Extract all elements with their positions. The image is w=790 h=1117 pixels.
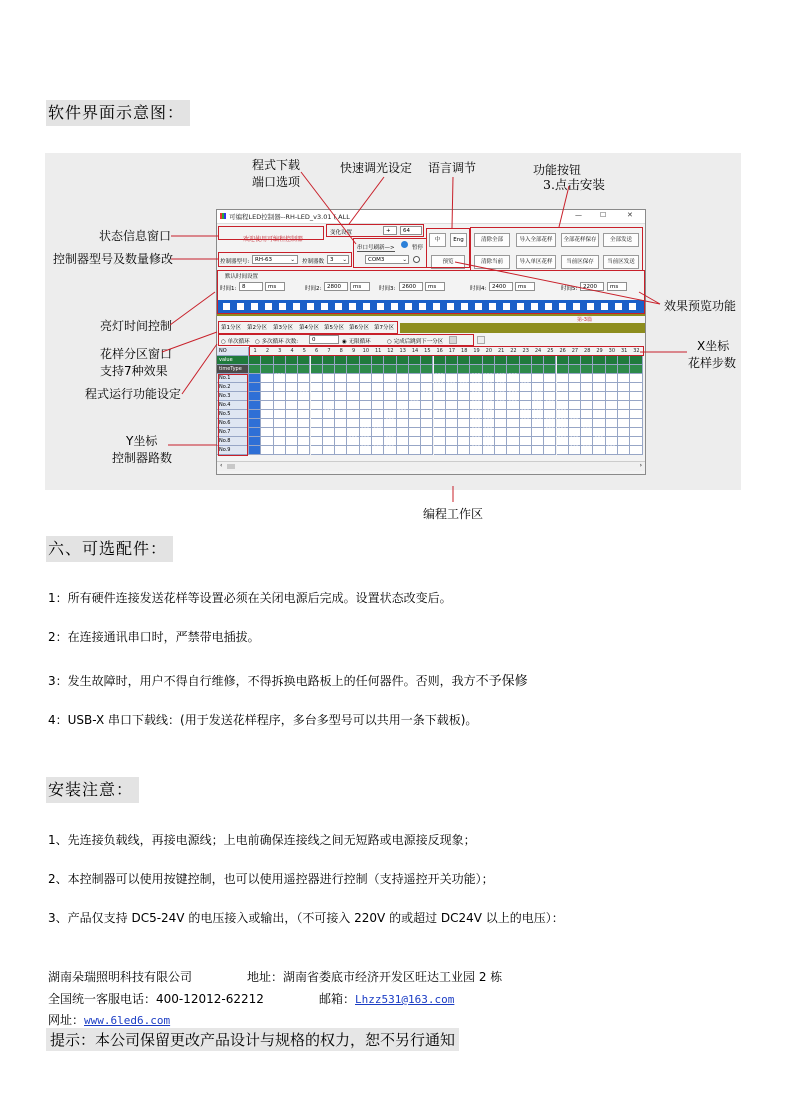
grid-cell[interactable]: 255 bbox=[483, 419, 495, 428]
grid-row-label: No.2 bbox=[219, 384, 231, 390]
grid-cell[interactable]: 255 bbox=[557, 410, 569, 419]
grid-cell[interactable]: 255 bbox=[298, 392, 310, 401]
grid-cell[interactable]: 255 bbox=[434, 374, 446, 383]
grid-row-label: No.1 bbox=[219, 375, 231, 381]
clear-all-button[interactable]: 清除全部 bbox=[474, 233, 510, 247]
grid-col-header: 23 bbox=[522, 348, 529, 354]
grid-cell[interactable]: 255 bbox=[360, 446, 372, 455]
grid-cell[interactable]: 255 bbox=[581, 428, 593, 437]
grid-cell[interactable]: 255 bbox=[470, 410, 482, 419]
grid-cell[interactable]: 255 bbox=[372, 446, 384, 455]
grid-cell[interactable]: 255 bbox=[581, 446, 593, 455]
grid-cell[interactable]: 255 bbox=[544, 428, 556, 437]
grid-row-label: value bbox=[219, 357, 233, 363]
clear-current-button[interactable]: 清除当前 bbox=[474, 255, 510, 269]
grid-col-header: 28 bbox=[584, 348, 591, 354]
grid-row-label: No.8 bbox=[219, 438, 231, 444]
label-seven-effects: 支持7种效果 bbox=[100, 364, 168, 378]
grid-cell[interactable]: 192 bbox=[532, 419, 544, 428]
grid-cell[interactable]: 255 bbox=[507, 392, 519, 401]
grid-cell[interactable]: 255 bbox=[397, 410, 409, 419]
section-heading-software: 软件界面示意图： bbox=[46, 100, 190, 126]
grid-cell[interactable]: 255 bbox=[384, 437, 396, 446]
grid-row-label: No.4 bbox=[219, 402, 231, 408]
grid-cell[interactable]: 255 bbox=[458, 383, 470, 392]
grid-row-label: No.5 bbox=[219, 411, 231, 417]
grid-col-header: 1 bbox=[253, 348, 257, 354]
time1-unit[interactable]: ms bbox=[265, 282, 285, 291]
grid-row-label: timeType bbox=[219, 366, 242, 372]
label-y-coord: Y坐标 bbox=[126, 434, 158, 448]
grid-col-header: 30 bbox=[608, 348, 616, 354]
time2-input[interactable]: 2800 bbox=[324, 282, 348, 291]
grid-cell[interactable]: 192 bbox=[495, 401, 507, 410]
time4-label: 时间4: bbox=[470, 286, 487, 292]
footer-company: 湖南朵瑞照明科技有限公司 bbox=[48, 970, 193, 984]
grid-cell[interactable]: 128 bbox=[520, 410, 532, 419]
grid-cell[interactable]: 128 bbox=[520, 419, 532, 428]
grid-cell[interactable]: 255 bbox=[409, 401, 421, 410]
time1-input[interactable]: 8 bbox=[239, 282, 263, 291]
grid-col-header: 13 bbox=[399, 348, 406, 354]
grid-cell[interactable]: 128 bbox=[557, 428, 569, 437]
time5-label: 时间5: bbox=[561, 286, 578, 292]
port-refresh-button[interactable]: 串口号刷新—> bbox=[357, 245, 395, 251]
section-heading-accessories: 六、可选配件： bbox=[46, 536, 173, 562]
count-label: 控制器数 bbox=[302, 259, 325, 265]
label-language: 语言调节 bbox=[428, 161, 477, 175]
footer-notice: 提示：本公司保留更改产品设计与规格的权力，恕不另行通知 bbox=[46, 1028, 459, 1051]
grid-col-header: 25 bbox=[547, 348, 554, 354]
grid-cell[interactable]: 128 bbox=[557, 437, 569, 446]
grid-cell[interactable]: 192 bbox=[532, 410, 544, 419]
grid-col-header: 9 bbox=[351, 348, 356, 354]
section-heading-install: 安装注意： bbox=[46, 777, 139, 803]
grid-cell[interactable]: 255 bbox=[274, 374, 286, 383]
footer-email-row: 邮箱：Lhzz531@163.com bbox=[319, 992, 455, 1006]
grid-cell[interactable]: 255 bbox=[470, 437, 482, 446]
grid-col-header: 19 bbox=[473, 348, 480, 354]
install-3: 3、产品仅支持 DC5-24V 的电压接入或输出，（不可接入 220V 的或超过 DC24V 以上的电压）： bbox=[48, 911, 564, 925]
time3-unit[interactable]: ms bbox=[425, 282, 445, 291]
grid-col-header: 18 bbox=[461, 348, 468, 354]
dim-sign-select[interactable]: + bbox=[383, 226, 397, 235]
tab-zone-2[interactable]: 第2分区 bbox=[247, 325, 267, 331]
step-info: 第-3篇 bbox=[577, 317, 592, 323]
label-zone-window: 花样分区窗口 bbox=[100, 347, 173, 361]
grid-cell[interactable]: 192 bbox=[569, 437, 581, 446]
label-function-buttons: 功能按钮 bbox=[533, 163, 582, 177]
grid-cell[interactable]: 255 bbox=[347, 437, 359, 446]
footer-web-row: 网址：www.6led6.com bbox=[48, 1013, 171, 1027]
save-all-button[interactable]: 全部花样保存 bbox=[561, 233, 599, 247]
time5-input[interactable]: 2200 bbox=[580, 282, 604, 291]
timing-title: 默认时间设置 bbox=[225, 274, 259, 280]
grid-col-header: 4 bbox=[290, 348, 294, 354]
grid-cell[interactable]: 255 bbox=[483, 392, 495, 401]
grid-cell[interactable]: 255 bbox=[483, 410, 495, 419]
grid-col-header: 5 bbox=[302, 348, 306, 354]
grid-cell[interactable]: 192 bbox=[495, 392, 507, 401]
grid-cell[interactable]: 255 bbox=[483, 428, 495, 437]
grid-col-header: 16 bbox=[436, 348, 443, 354]
grid-cell[interactable]: 192 bbox=[569, 446, 581, 455]
dim-value-select[interactable]: 64 bbox=[400, 226, 422, 235]
grid-cell[interactable]: 255 bbox=[446, 383, 458, 392]
scroll-right-icon: › bbox=[639, 462, 642, 469]
footer-phone: 全国统一客服电话：400-12012-62212 bbox=[48, 992, 264, 1006]
label-port-options: 端口选项 bbox=[252, 175, 301, 189]
time2-label: 时间2: bbox=[305, 286, 322, 292]
grid-cell[interactable]: 255 bbox=[470, 419, 482, 428]
label-pattern-steps: 花样步数 bbox=[688, 356, 737, 370]
note-4: 4：USB-X 串口下载线：(用于发送花样程序，多台多型号可以共用一条下载板)。 bbox=[48, 713, 478, 727]
grid-cell[interactable]: 255 bbox=[360, 428, 372, 437]
send-current-button[interactable]: 当前区发送 bbox=[603, 255, 639, 269]
dim-label: 变化设置 bbox=[330, 230, 353, 236]
grid-cell[interactable]: 255 bbox=[569, 419, 581, 428]
grid-cell[interactable]: 255 bbox=[544, 419, 556, 428]
maximize-icon[interactable]: ☐ bbox=[600, 211, 607, 219]
grid-cell[interactable]: 255 bbox=[372, 428, 384, 437]
import-zone-button[interactable]: 导入单区花样 bbox=[516, 255, 556, 269]
grid-col-header: 32 bbox=[633, 348, 640, 354]
grid-cell[interactable]: 255 bbox=[483, 446, 495, 455]
time5-unit[interactable]: ms bbox=[607, 282, 627, 291]
grid-row-label: No.6 bbox=[219, 420, 231, 426]
grid-col-header: 12 bbox=[387, 348, 394, 354]
label-run-settings: 程式运行功能设定 bbox=[85, 387, 182, 401]
grid-col-header: 20 bbox=[485, 348, 493, 354]
grid-row-label: No.9 bbox=[219, 447, 231, 453]
grid-header-no: NO bbox=[219, 348, 227, 354]
time3-label: 时间3: bbox=[379, 286, 396, 292]
grid-cell[interactable]: 255 bbox=[606, 446, 618, 455]
grid-cell[interactable]: 255 bbox=[470, 383, 482, 392]
minimize-icon[interactable]: — bbox=[575, 211, 582, 219]
tab-zone-1[interactable]: 第1分区 bbox=[221, 325, 241, 331]
run-multi-option[interactable]: ○ 多次循环 次数: bbox=[255, 339, 299, 345]
grid-cell[interactable]: 255 bbox=[360, 437, 372, 446]
grid-cell[interactable]: 255 bbox=[532, 401, 544, 410]
web-link[interactable]: www.6led6.com bbox=[84, 1014, 171, 1027]
note-3: 3：发生故障时，用户不得自行维修，不得拆换电路板上的任何器件。否则，我方不予保修 bbox=[48, 674, 528, 689]
window-title: 可编程LED控制器--RH-LED_v3.01 ( ALL bbox=[229, 213, 350, 221]
grid-cell[interactable]: 255 bbox=[323, 410, 335, 419]
note-2: 2：在连接通讯串口时，严禁带电插拔。 bbox=[48, 630, 260, 644]
grid-col-header: 8 bbox=[339, 348, 343, 354]
grid-col-header: 14 bbox=[411, 348, 419, 354]
grid-col-header: 15 bbox=[424, 348, 431, 354]
close-icon[interactable]: ✕ bbox=[627, 211, 633, 219]
grid-cell[interactable]: 128 bbox=[483, 374, 495, 383]
label-install-click: 3.点击安装 bbox=[543, 177, 605, 192]
grid-cell[interactable]: 255 bbox=[421, 392, 433, 401]
time1-label: 时间1: bbox=[220, 286, 237, 292]
time4-unit[interactable]: ms bbox=[515, 282, 535, 291]
run-infinite-option[interactable]: ◉ 无限循环 bbox=[342, 339, 371, 345]
grid-cell[interactable]: 255 bbox=[483, 401, 495, 410]
label-preview: 效果预览功能 bbox=[664, 299, 737, 313]
label-program-download: 程式下载 bbox=[252, 158, 301, 172]
grid-col-header: 17 bbox=[448, 348, 456, 354]
grid-col-header: 29 bbox=[596, 348, 603, 354]
grid-cell[interactable]: 255 bbox=[384, 419, 396, 428]
run-single-option[interactable]: ○ 单次循环 bbox=[221, 339, 250, 345]
grid-cell[interactable]: 255 bbox=[470, 428, 482, 437]
save-current-button[interactable]: 当前区保存 bbox=[561, 255, 599, 269]
label-workspace: 编程工作区 bbox=[423, 507, 484, 521]
time4-input[interactable]: 2400 bbox=[489, 282, 513, 291]
install-2: 2、本控制器可以使用按键控制，也可以使用遥控器进行控制（支持遥控开关功能）； bbox=[48, 872, 494, 886]
note-1: 1：所有硬件连接发送花样等设置必须在关闭电源后完成。设置状态改变后。 bbox=[48, 591, 452, 605]
label-model-count: 控制器型号及数量修改 bbox=[53, 252, 174, 266]
grid-cell[interactable]: 255 bbox=[384, 446, 396, 455]
run-next-zone-option[interactable]: ○ 完成后跳到下一分区 bbox=[387, 339, 444, 345]
grid-cell[interactable]: 255 bbox=[470, 401, 482, 410]
port-select[interactable]: COM3 ⌄ bbox=[365, 255, 409, 264]
model-select[interactable]: RH-63 ⌄ bbox=[252, 255, 298, 264]
grid-cell[interactable]: 192 bbox=[495, 383, 507, 392]
grid-col-header: 24 bbox=[534, 348, 542, 354]
grid-cell[interactable]: 255 bbox=[434, 383, 446, 392]
import-all-button[interactable]: 导入全部花样 bbox=[516, 233, 556, 247]
grid-cell[interactable]: 192 bbox=[495, 374, 507, 383]
grid-cell[interactable]: 255 bbox=[470, 446, 482, 455]
grid-cell[interactable]: 255 bbox=[470, 392, 482, 401]
grid-col-header: 11 bbox=[374, 348, 382, 354]
lang-en-button[interactable]: Eng bbox=[450, 233, 467, 247]
grid-row-label: No.3 bbox=[219, 393, 231, 399]
model-label: 控制器型号: bbox=[220, 259, 250, 265]
chevron-down-icon: ⌄ bbox=[290, 257, 295, 263]
label-quick-dim: 快速调光设定 bbox=[340, 161, 413, 175]
grid-cell[interactable]: 255 bbox=[520, 383, 532, 392]
count-select[interactable]: 3 ⌄ bbox=[327, 255, 349, 264]
email-link[interactable]: Lhzz531@163.com bbox=[355, 993, 455, 1006]
send-all-button[interactable]: 全部发送 bbox=[603, 233, 639, 247]
label-x-coord: X坐标 bbox=[697, 339, 730, 353]
scroll-left-icon: ‹ bbox=[220, 462, 223, 469]
tab-zone-6[interactable]: 第6分区 bbox=[349, 325, 369, 331]
footer-address: 地址：湖南省娄底市经济开发区旺达工业园 2 栋 bbox=[247, 970, 503, 984]
label-light-time: 亮灯时间控制 bbox=[100, 319, 173, 333]
lang-cn-button[interactable]: 中 bbox=[429, 233, 446, 247]
preview-button[interactable]: 预览 bbox=[431, 255, 465, 269]
label-status-window: 状态信息窗口 bbox=[99, 229, 172, 243]
tab-zone-4[interactable]: 第4分区 bbox=[299, 325, 319, 331]
grid-col-header: 2 bbox=[265, 348, 270, 354]
pause-label: 暂停 bbox=[412, 245, 424, 251]
grid-cell[interactable]: 255 bbox=[593, 437, 605, 446]
grid-cell[interactable]: 255 bbox=[483, 383, 495, 392]
label-channels: 控制器路数 bbox=[112, 451, 173, 465]
grid-col-header: 22 bbox=[510, 348, 517, 354]
grid-col-header: 10 bbox=[362, 348, 370, 354]
loop-count-input[interactable]: 0 bbox=[309, 335, 339, 344]
time2-unit[interactable]: ms bbox=[350, 282, 370, 291]
grid-row-label: No.7 bbox=[219, 429, 231, 435]
grid-cell[interactable]: 255 bbox=[507, 374, 519, 383]
grid-col-header: 7 bbox=[327, 348, 331, 354]
grid-col-header: 27 bbox=[571, 348, 579, 354]
tab-zone-3[interactable]: 第3分区 bbox=[273, 325, 293, 331]
grid-col-header: 6 bbox=[315, 348, 319, 354]
time3-input[interactable]: 2600 bbox=[399, 282, 423, 291]
grid-col-header: 21 bbox=[497, 348, 505, 354]
grid-cell[interactable]: 255 bbox=[557, 419, 569, 428]
grid-cell[interactable]: 255 bbox=[532, 392, 544, 401]
grid-cell[interactable]: 255 bbox=[470, 374, 482, 383]
grid-col-header: 3 bbox=[278, 348, 282, 354]
grid-cell[interactable]: 255 bbox=[507, 401, 519, 410]
grid-col-header: 26 bbox=[559, 348, 566, 354]
grid-col-header: 31 bbox=[620, 348, 628, 354]
status-message: 欢迎使用可编程控制器 bbox=[243, 236, 304, 243]
install-1: 1、先连接负载线，再接电源线；上电前确保连接线之间无短路或电源接反现象； bbox=[48, 833, 476, 847]
tab-zone-5[interactable]: 第5分区 bbox=[324, 325, 344, 331]
tab-zone-7[interactable]: 第7分区 bbox=[374, 325, 394, 331]
grid-cell[interactable]: 255 bbox=[544, 401, 556, 410]
grid-cell[interactable]: 255 bbox=[483, 437, 495, 446]
